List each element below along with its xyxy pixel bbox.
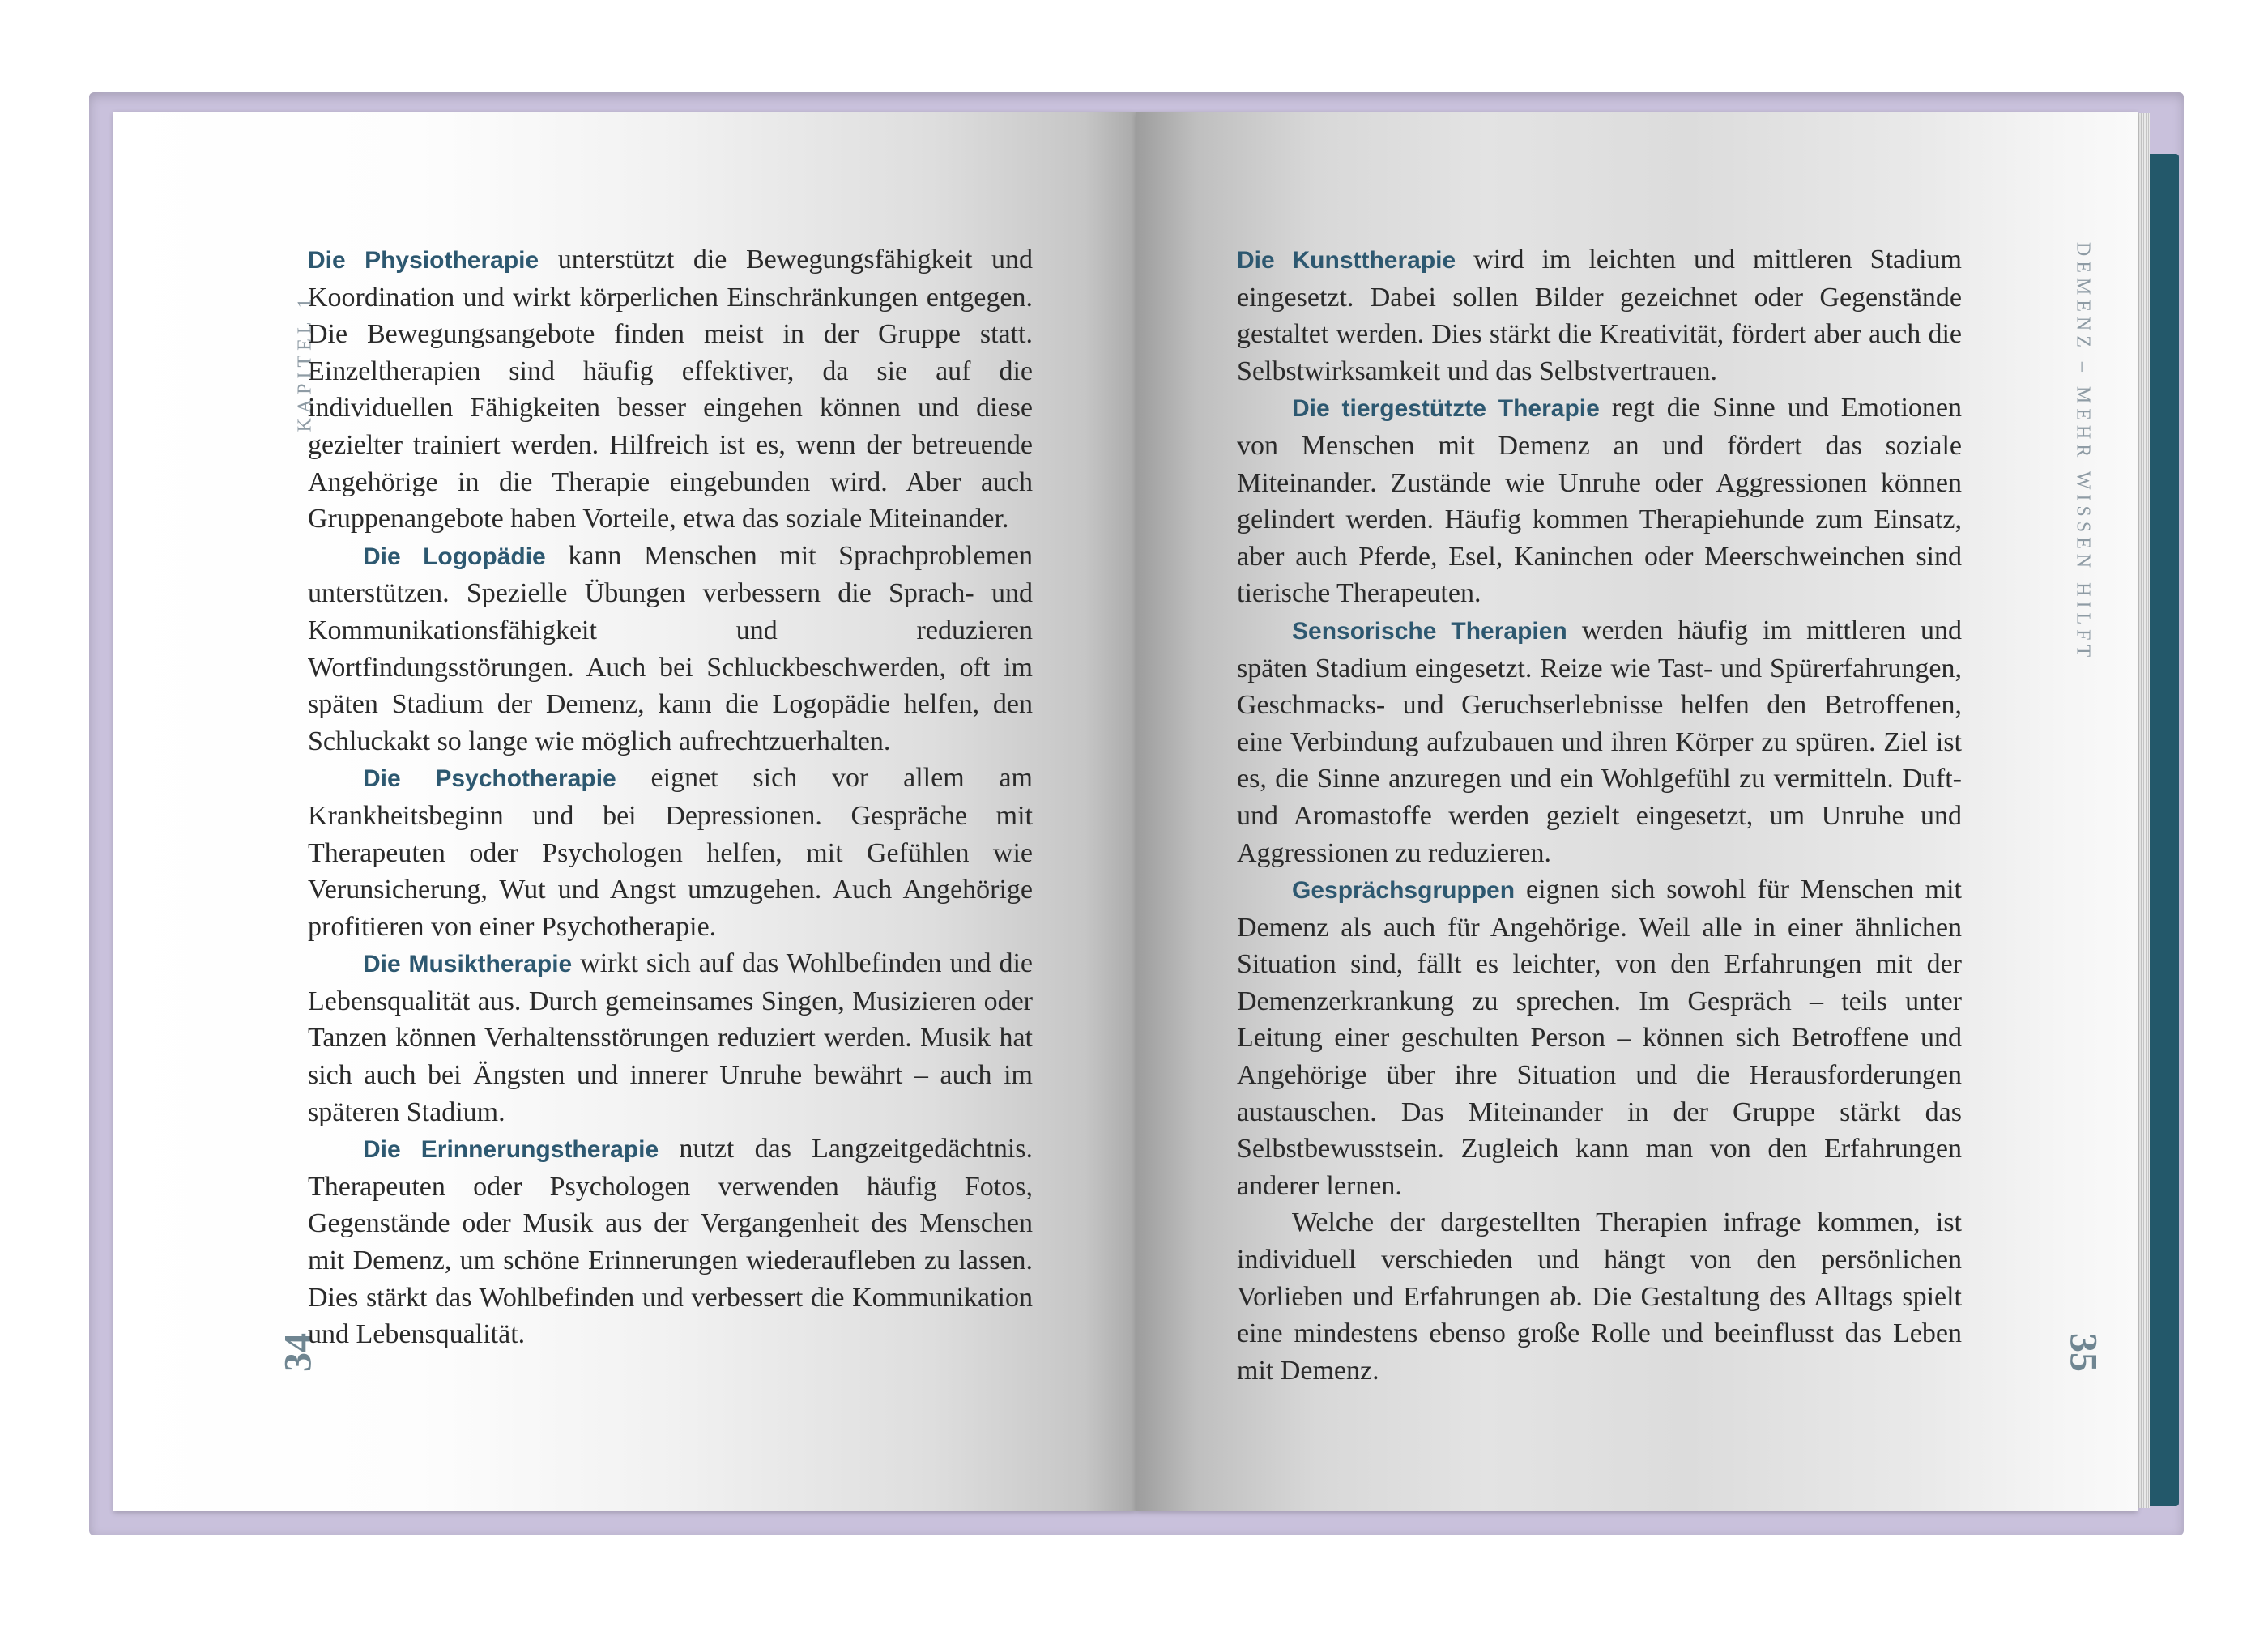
paragraph-text: regt die Sinne und Emotionen von Menschen mit Demenz an und fördert das soziale Miteinander. Zustände wie Unruhe oder Aggressionen können gelindert werden. Häufig kommen Therapiehunde zum Einsatz, aber auch Pferde, Esel, Kaninchen oder Meerschweinchen sind tierische Therapeuten. — [1237, 393, 1962, 609]
term-heading: Die Logopädie — [363, 543, 546, 570]
paragraph-text: nutzt das Langzeitgedächtnis. Therapeuten oder Psychologen verwenden häufig Fotos, Gegenstände oder Musik aus der Vergangenheit des Menschen mit Demenz, um schöne Erinnerungen wiederaufleben zu lassen. Dies stärkt das Wohlbefinden und verbessert die Kommunikation und Lebensqualität. — [308, 1134, 1033, 1350]
paragraph-erinnerungstherapie — [308, 1131, 1033, 1353]
paragraph-text: eignen sich sowohl für Menschen mit Demenz als auch für Angehörige. Weil alle in einer ähnlichen Situation sind, fällt es leichter, von den Erfahrungen mit der Demenzerkrankung zu sprechen. Im Gespräch – teils unter Leitung einer geschulten Person – können sich Betroffene und Angehörige über ihre Situation und die Herausforderungen austauschen. Das Miteinander in der Gruppe stärkt das Selbstbewusstsein. Zugleich kann man von den Erfahrungen anderer lernen. — [1237, 875, 1962, 1201]
term-heading: Sensorische Therapien — [1292, 617, 1567, 645]
term-heading: Die Psychotherapie — [363, 765, 616, 793]
paragraph-text: wirkt sich auf das Wohlbefinden und die Lebensqualität aus. Durch gemeinsames Singen, Musizieren oder Tanzen können Verhaltensstörungen reduziert werden. Musik hat sich auch bei Ängsten und innerer Unruhe bewährt – auch im späteren Stadium. — [308, 948, 1033, 1127]
term-heading: Die Erinnerungstherapie — [363, 1136, 659, 1164]
paragraph-text: Welche der dargestellten Therapien infrage kommen, ist individuell verschieden und hängt von den persönlichen Vorlieben und Erfahrungen ab. Die Gestaltung des Alltags spielt eine mindestens ebenso große Rolle und beeinflusst das Leben mit Demenz. — [1237, 1207, 1962, 1386]
paragraph-physiotherapie — [308, 241, 1033, 538]
running-head-right: DEMENZ – MEHR WISSEN HILFT — [2072, 241, 2094, 662]
paragraph-sensorische-therapien — [1237, 612, 1962, 871]
paragraph-tiergestuetzte-therapie — [1237, 390, 1962, 612]
paragraph-logopaedie — [308, 538, 1033, 760]
page-number-left: 34 — [276, 1333, 320, 1372]
running-head-left: KAPITEL 1 — [294, 293, 316, 432]
page-number-right: 35 — [2061, 1333, 2105, 1372]
term-heading: Die Kunsttherapie — [1237, 247, 1456, 274]
term-heading: Die Physiotherapie — [308, 247, 539, 274]
paragraph-text: wird im leichten und mittleren Stadium eingesetzt. Dabei sollen Bilder gezeichnet oder Gegenstände gestaltet werden. Dies stärkt die Kreativität, fördert aber auch die Selbstwirksamkeit und das Selbstvertrauen. — [1237, 245, 1962, 386]
body-text-left — [308, 241, 1033, 1353]
paragraph-kunsttherapie — [1237, 241, 1962, 390]
paragraph-text: unterstützt die Bewegungsfähigkeit und Koordination und wirkt körperlichen Einschränkungen entgegen. Die Bewegungsangebote finden meist in der Gruppe statt. Einzeltherapien sind häufig effektiver, da sie auf die individuellen Fähigkeiten besser eingehen können und diese gezielter trainiert werden. Hilfreich ist es, wenn der betreuende Angehörige in die Therapie eingebunden wird. Aber auch Gruppenangebote haben Vorteile, etwa das soziale Miteinander. — [308, 245, 1034, 534]
paragraph-text: eignet sich vor allem am Krankheitsbeginn und bei Depressionen. Gespräche mit Therapeuten oder Psychologen helfen, mit Gefühlen wie Verunsicherung, Wut und Angst umzugehen. Auch Angehörige profitieren von einer Psychotherapie. — [308, 763, 1033, 942]
body-text-right — [1237, 241, 1962, 1389]
left-page — [113, 112, 1136, 1511]
paragraph-psychotherapie — [308, 760, 1033, 945]
back-cover-edge — [2145, 154, 2179, 1506]
paragraph-conclusion — [1237, 1204, 1962, 1389]
term-heading: Die tiergestützte Therapie — [1292, 395, 1600, 423]
paragraph-text: kann Menschen mit Sprachproblemen unterstützen. Spezielle Übungen verbessern die Sprach- und Kommunikationsfähigkeit und reduzieren Wortfindungsstörungen. Auch bei Schluckbeschwerden, oft im späten Stadium der Demenz, kann die Logopädie helfen, den Schluckakt so lange wie möglich aufrechtzuerhalten. — [308, 540, 1033, 756]
paragraph-gespraechsgruppen — [1237, 871, 1962, 1204]
right-page — [1136, 112, 2138, 1511]
term-heading: Die Musiktherapie — [363, 951, 573, 978]
paragraph-musiktherapie — [308, 945, 1033, 1131]
term-heading: Gesprächsgruppen — [1292, 877, 1516, 905]
paragraph-text: werden häufig im mittleren und späten Stadium eingesetzt. Reize wie Tast- und Spürerfahrungen, Geschmacks- und Geruchserlebnisse helfen den Betroffenen, eine Verbindung aufzubauen und ihren Körper zu spüren. Ziel ist es, die Sinne anzuregen und ein Wohlgefühl zu vermitteln. Duft- und Aromastoffe werden gezielt eingesetzt, um Unruhe und Aggressionen zu reduzieren. — [1237, 615, 1963, 868]
